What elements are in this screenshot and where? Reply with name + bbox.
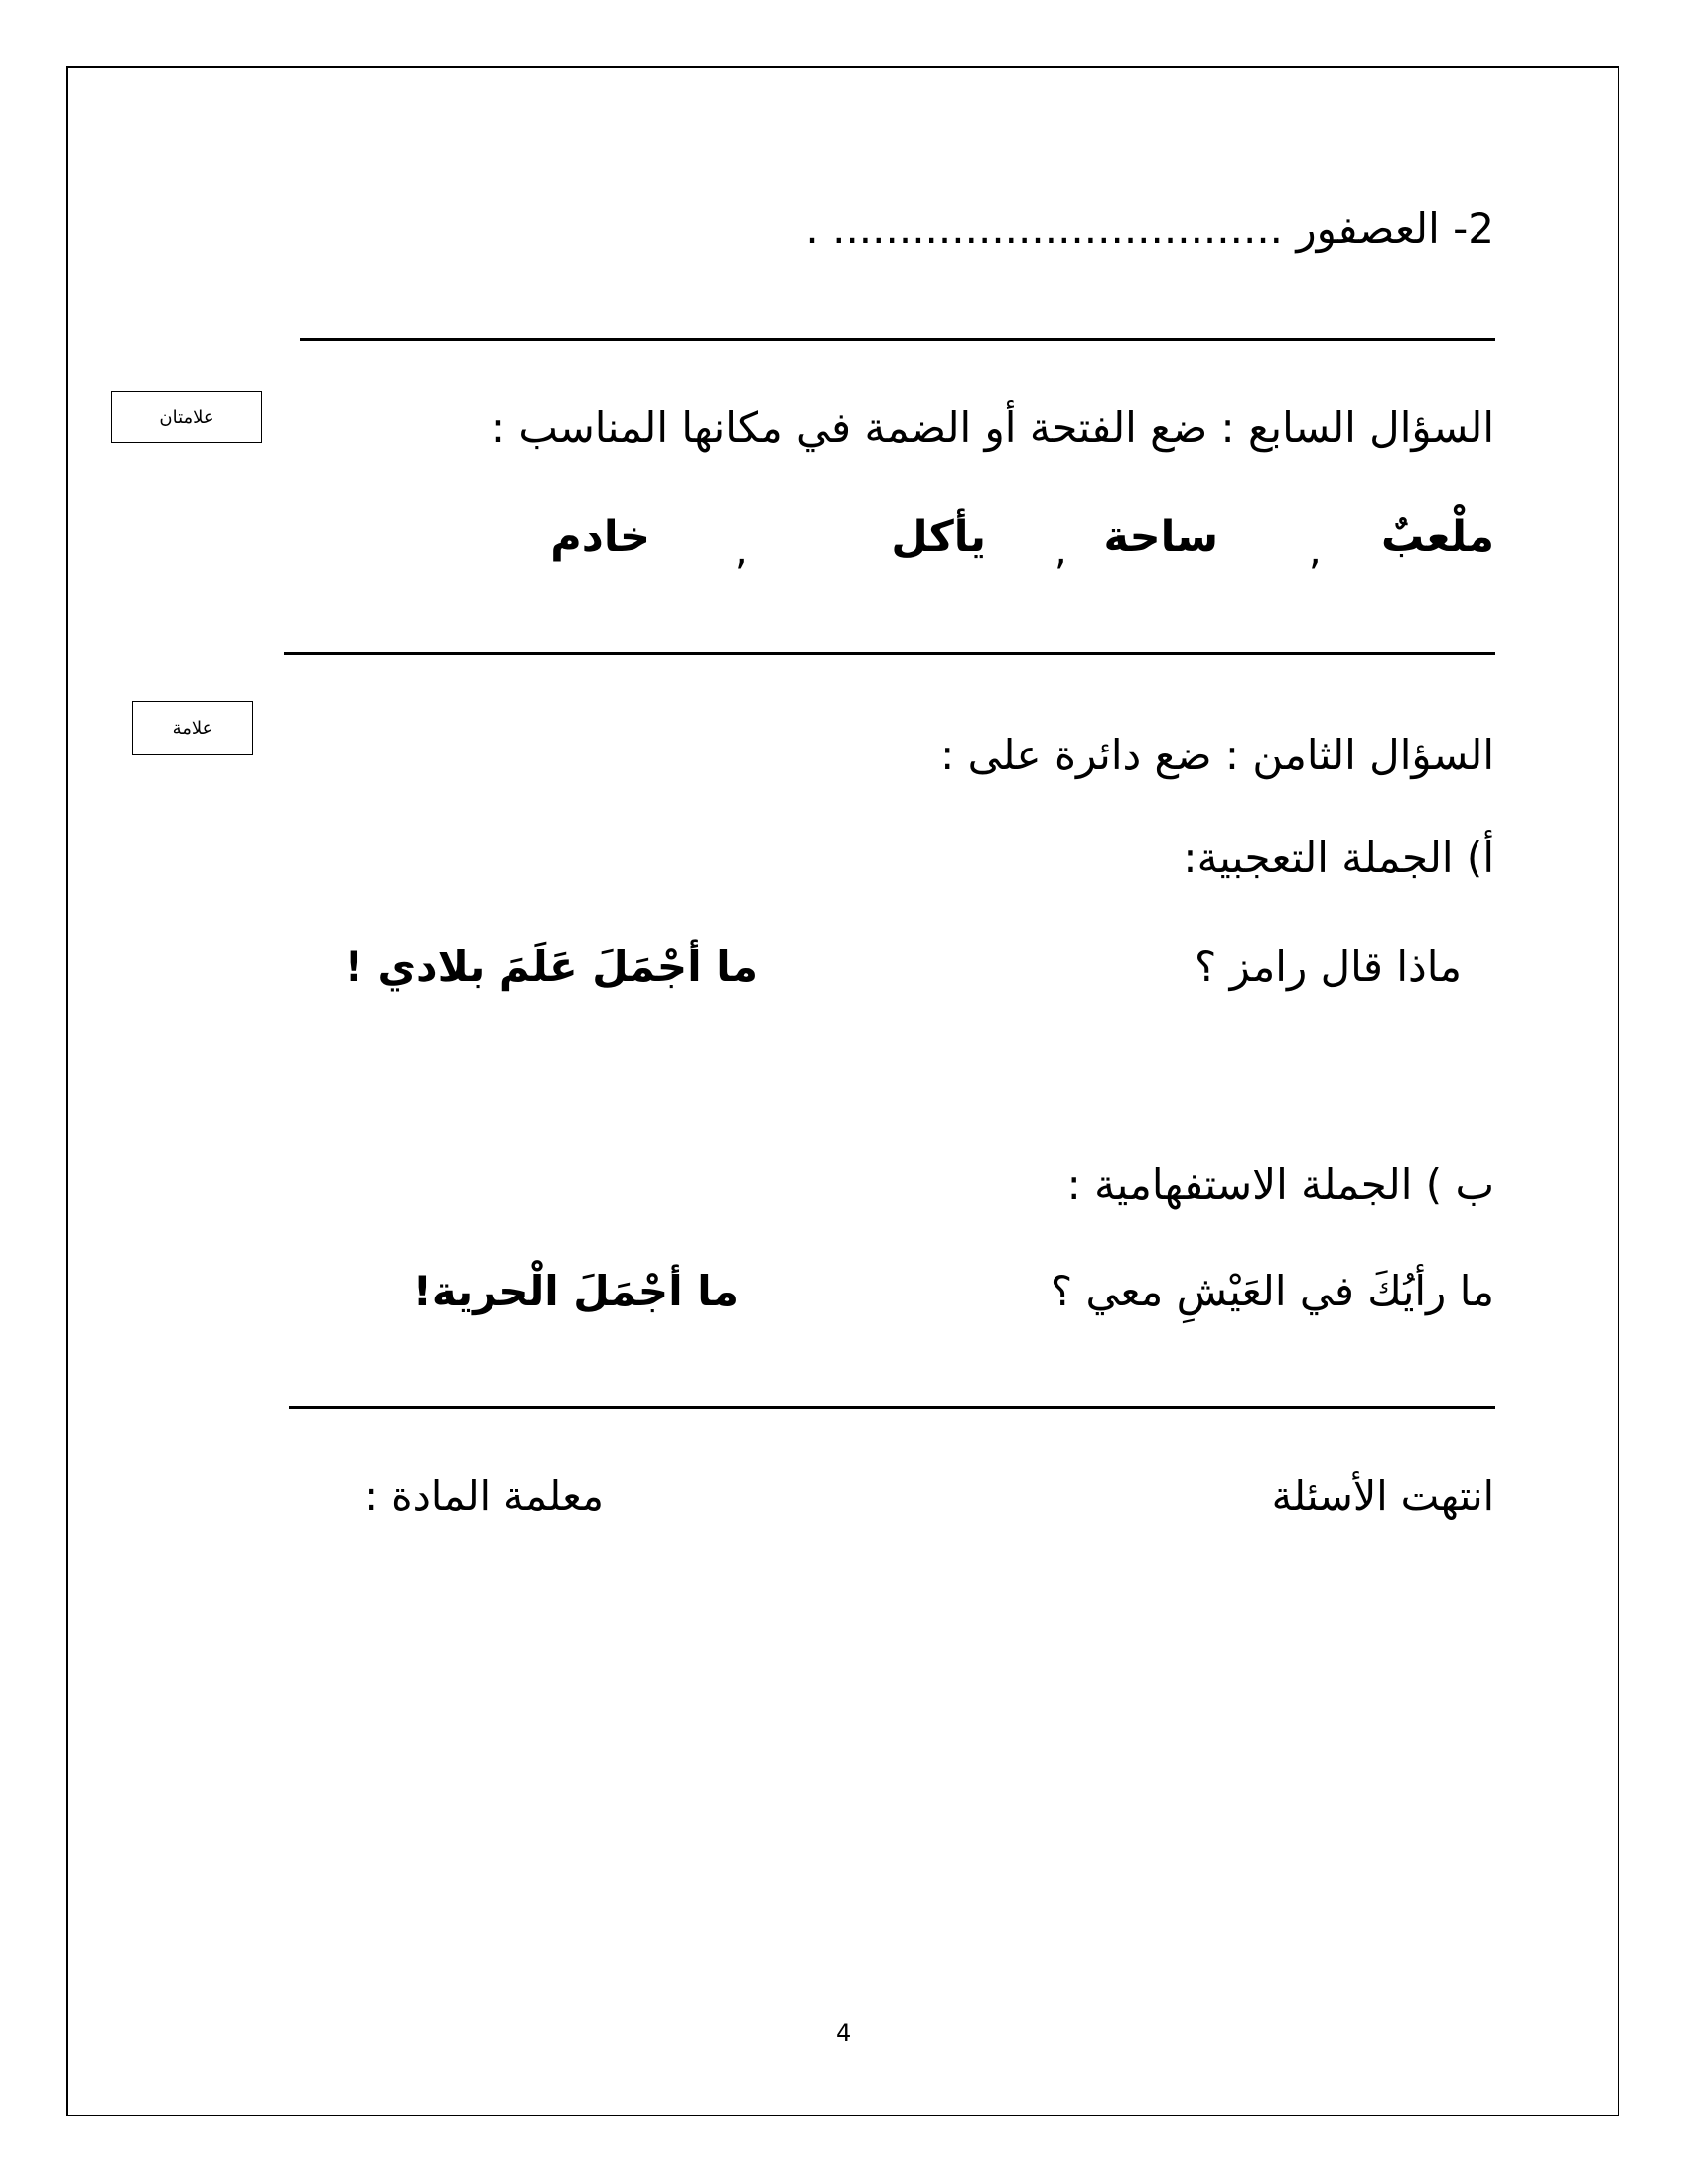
q7-word-3: يأكل <box>891 512 986 562</box>
end-of-questions: انتهت الأسئلة <box>1271 1472 1494 1520</box>
q8-part-a-label: أ) الجملة التعجبية: <box>1183 833 1494 882</box>
q8-part-b-option-1: ما رأيُكَ في العَيْشِ معي ؟ <box>1050 1267 1494 1315</box>
divider-2 <box>284 652 1495 655</box>
q8-part-b-label: ب ) الجملة الاستفهامية : <box>1066 1160 1494 1209</box>
q7-comma-1: , <box>1309 528 1322 574</box>
divider-1 <box>300 338 1495 341</box>
q7-marks-box: علامتان <box>111 391 262 443</box>
q7-comma-3: , <box>735 528 748 574</box>
q7-word-1: ملْعبٌ <box>1381 512 1494 562</box>
q6-item-2: 2- العصفور .................................. . <box>805 205 1494 253</box>
page-number: 4 <box>836 2019 852 2047</box>
q7-word-4: خادم <box>550 512 650 562</box>
q8-part-a-option-2: ما أجْمَلَ عَلَمَ بلادي ! <box>344 942 758 991</box>
teacher-label: معلمة المادة : <box>364 1472 604 1520</box>
q7-title: السؤال السابع : ضع الفتحة أو الضمة في مكانها المناسب : <box>491 403 1494 452</box>
q8-title: السؤال الثامن : ضع دائرة على : <box>940 731 1494 779</box>
q8-part-b-option-2: ما أجْمَلَ الْحرية! <box>412 1267 739 1315</box>
page-frame <box>66 66 1619 2116</box>
q7-word-2: ساحة <box>1103 512 1218 562</box>
q8-marks-box: علامة <box>132 701 253 755</box>
q8-part-a-option-1: ماذا قال رامز ؟ <box>1194 942 1462 991</box>
divider-3 <box>289 1406 1495 1409</box>
q7-comma-2: , <box>1055 528 1067 574</box>
